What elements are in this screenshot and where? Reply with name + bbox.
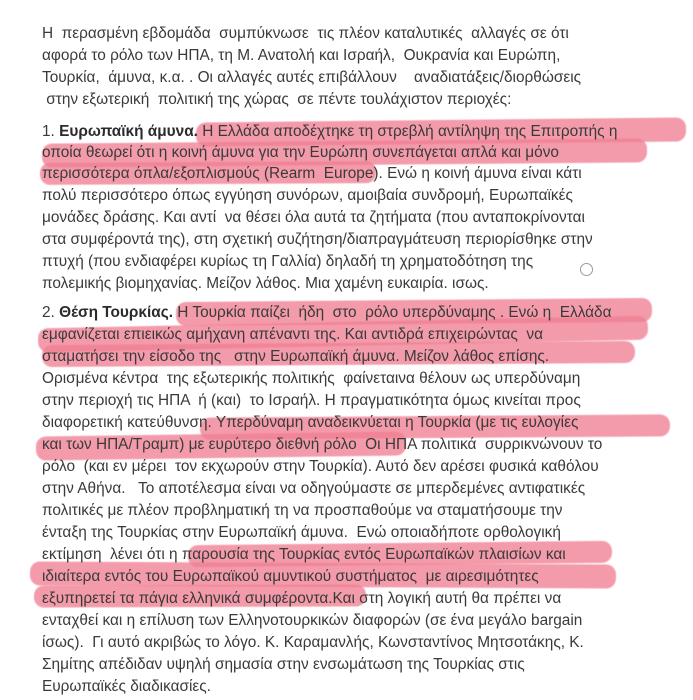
section1-first-line xyxy=(42,122,617,142)
section2-line: σταματήσει την είσοδο της στην Ευρωπαϊκή άμυνα. Μείζον λάθος επίσης. xyxy=(42,348,550,365)
section2-line: στην περιοχή τις ΗΠΑ ή (και) το Ισραήλ. Η πραγματικότητα όμως κινείται προς xyxy=(42,392,581,409)
section2-line: και των ΗΠΑ/Τραμπ) με ευρύτερο διεθνή ρόλο Οι ΗΠΑ πολιτικά συρρικνώνουν το xyxy=(42,436,603,453)
section1-line: πολεμικής βιομηχανίας. Μείζον λάθος. Μια χαμένη ευκαιρία. ισως. xyxy=(42,275,489,292)
section2-line: ιδιαίτερα εντός του Ευρωπαϊκού αμυντικού συστήματος με αιρεσιμότητες xyxy=(42,568,539,585)
section1-line: πολύ περισσότερο όπως εγγύηση συνόρων, αμοιβαία συνδρομή, Ευρωπαϊκές xyxy=(42,187,573,204)
section2-line: πολιτικές με πλέον προβληματική τη να προσπαθούμε να σταματήσουμε την xyxy=(42,502,563,519)
intro-line: Η περασμένη εβδομάδα συμπύκνωσε τις πλέον καταλυτικές αλλαγές σε ότι xyxy=(42,25,569,42)
section2-line: Ορισμένα κέντρα της εξωτερικής πολιτικής φαίνεταινα θέλουν ως υπερδύναμη xyxy=(42,370,581,387)
section2-line: Η Τουρκία παίζει ήδη στο ρόλο υπερδύναμης . Ενώ η Ελλάδα xyxy=(172,304,612,321)
section1-line: περισσότερα όπλα/εξοπλισμούς (Rearm Europe). Ενώ η κοινή άμυνα είναι κάτι xyxy=(42,165,582,182)
section1-line: οποία θεωρεί ότι η κοινή άμυνα για την Ευρώπη συνεπάγεται απλά και μόνο xyxy=(42,144,559,161)
section1-number: 1. xyxy=(42,123,60,140)
section1-line: μονάδες δράσης. Και αντί να θέσει όλα αυτά τα ζητήματα (που ανταποκρίνονται xyxy=(42,209,585,226)
section2-line: διαφορετική κατεύθυνση. Υπερδύναμη αναδεικνύεται η Τουρκία (με τις ευλογίες xyxy=(42,414,579,431)
section2-line: ένταξη της Τουρκίας στην Ευρωπαϊκή άμυνα. Ενώ οποιαδήποτε ορθολογική xyxy=(42,524,561,541)
section1-line: πτυχή (που ενδιαφέρει κυρίως τη Γαλλία) δηλαδή τη χρηματοδότηση της xyxy=(42,253,534,270)
section2-line: ενταχθεί και η επίλυση των Ελληνοτουρκικών διαφορών (σε ένα μεγάλο bargain xyxy=(42,612,583,629)
cursor-ring-icon xyxy=(580,263,593,276)
section2-line: ίσως). Γι αυτό ακριβώς το λόγο. Κ. Καραμανλής, Κωνσταντίνος Μητσοτάκης, Κ. xyxy=(42,634,584,651)
section2-line: στην Αθήνα. Το αποτέλεσμα είναι να οδηγούμαστε σε μπερδεμένες αντιφατικές xyxy=(42,480,586,497)
section1-line: Η Ελλάδα αποδέχτηκε τη στρεβλή αντίληψη της Επιτροπής η xyxy=(197,123,618,140)
intro-line: στην εξωτερική πολιτική της χώρας σε πέντε τουλάχιστον περιοχές: xyxy=(42,91,512,108)
section2-line: ρόλο (και εν μέρει τον εκχωρούν στην Τουρκία). Αυτό δεν αρέσει φυσικά καθόλου xyxy=(42,458,599,475)
section2-line: εμφανίζεται επιεικώς αμήχανη απέναντι της. Και αντιδρά επιχειρώντας να xyxy=(42,326,543,343)
section1-line: στα συμφέροντά της), στη σχετική συζήτηση/διαπραγμάτευση περιορίσθηκε στην xyxy=(42,231,593,248)
intro-line: Τουρκία, άμυνα, κ.α. . Οι αλλαγές αυτές επιβάλλουν αναδιατάξεις/διορθώσεις xyxy=(42,69,582,86)
section2-first-line xyxy=(42,303,612,323)
section1-heading: Ευρωπαϊκή άμυνα. xyxy=(59,123,198,140)
section2-line: Σημίτης απέδιδαν υψηλή σημασία στην ενσωμάτωση της Τουρκίας στις xyxy=(42,656,525,673)
section2-heading: Θέση Τουρκίας. xyxy=(59,304,173,321)
section2-line: Ευρωπαϊκές διαδικασίες. xyxy=(42,678,211,695)
intro-line: αφορά το ρόλο των ΗΠΑ, τη Μ. Ανατολή και Ισραήλ, Ουκρανία και Ευρώπη, xyxy=(42,47,561,64)
section2-line: εκτίμηση λένει ότι η παρουσία της Τουρκίας εντός Ευρωπαϊκών πλαισίων και xyxy=(42,546,566,563)
section2-number: 2. xyxy=(42,304,60,321)
section2-line: εξυπηρετεί τα πάγια ελληνικά συμφέροντα.Και στη λογική αυτή θα πρέπει να xyxy=(42,590,562,607)
